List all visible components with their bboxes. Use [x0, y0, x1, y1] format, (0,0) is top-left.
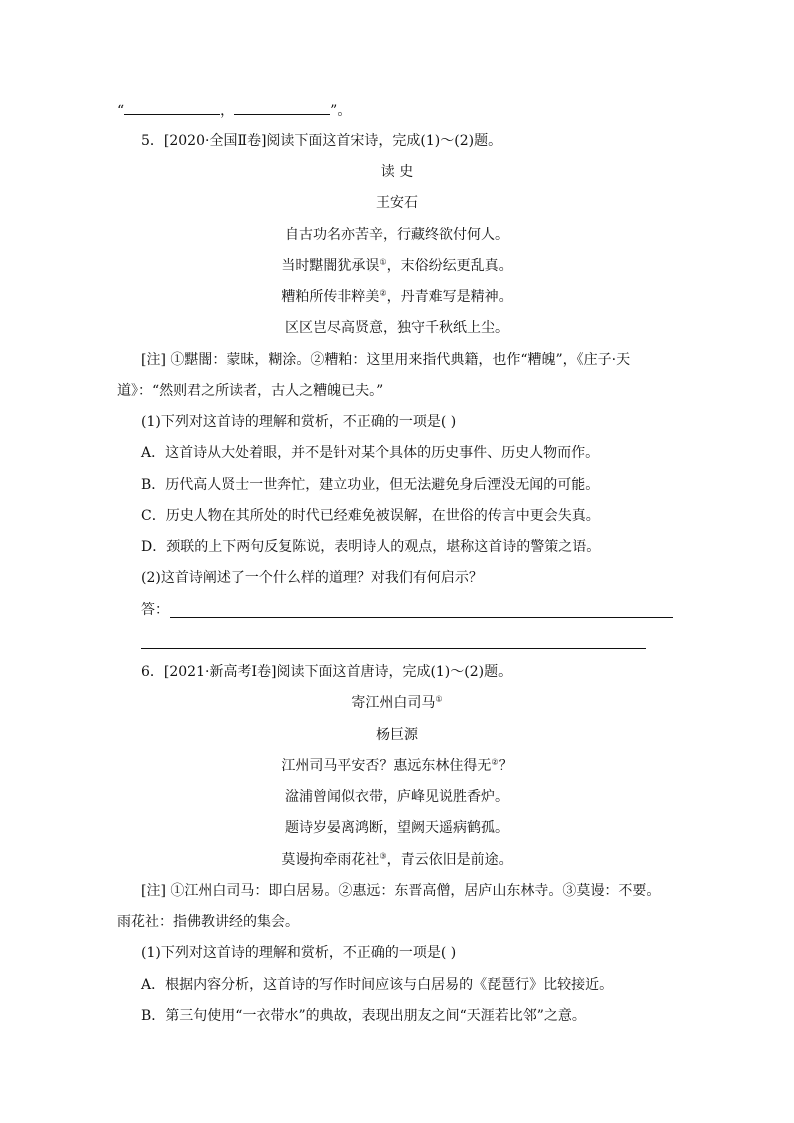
footnote-marker: ② — [379, 288, 387, 298]
q6-poem-line: 莫谩拘牵雨花社③，青云依旧是前途。 — [281, 851, 513, 868]
q5-poem-line: 区区岂尽高贤意，独守千秋纸上尘。 — [285, 320, 509, 336]
footnote-marker: ① — [435, 694, 443, 704]
footnote-marker: ③ — [379, 851, 387, 861]
q6-option-b[interactable]: B．第三句使用“一衣带水”的典故，表现出朋友之间“天涯若比邻”之意。 — [141, 1008, 586, 1024]
q5-poem-line: 当时黮闇犹承误①，末俗纷纭更乱真。 — [281, 257, 513, 274]
q6-poem-title: 寄江州白司马① — [351, 694, 443, 711]
q5-option-b[interactable]: B．历代高人贤士一世奔忙，建立功业，但无法避免身后湮没无闻的可能。 — [141, 477, 600, 493]
q6-poem-line: 江州司马平安否？惠远东林住得无②？ — [281, 757, 513, 774]
q5-sub-question-2: (2)这首诗阐述了一个什么样的道理？对我们有何启示？ — [141, 570, 483, 586]
q6-note: [注] ①江州白司马：即白居易。②惠远：东晋高僧，居庐山东林寺。③莫谩：不要。 — [141, 883, 661, 899]
comma: ， — [220, 103, 235, 119]
q6-poem-author: 杨巨源 — [376, 727, 418, 743]
q5-poem-title: 读 史 — [380, 164, 414, 180]
q6-option-a[interactable]: A．根据内容分析，这首诗的写作时间应该与白居易的《琵琶行》比较接近。 — [141, 977, 614, 993]
q5-poem-line: 糟粕所传非粹美②，丹青难写是精神。 — [281, 288, 513, 305]
q5-poem-author: 王安石 — [376, 195, 418, 211]
answer-line-2[interactable] — [141, 648, 646, 649]
q6-stem: 6．[2021·新高考Ⅰ卷]阅读下面这首唐诗，完成(1)～(2)题。 — [141, 664, 513, 680]
q6-poem-line: 题诗岁晏离鸿断，望阙天遥病鹤孤。 — [285, 820, 509, 836]
answer-line-1[interactable] — [170, 617, 673, 618]
q4-blank-line — [117, 100, 351, 121]
answer-blank-2[interactable] — [234, 100, 330, 115]
q5-option-d[interactable]: D．颈联的上下两句反复陈说，表明诗人的观点，堪称这首诗的警策之语。 — [141, 539, 601, 555]
q5-stem: 5．[2020·全国Ⅱ卷]阅读下面这首宋诗，完成(1)～(2)题。 — [141, 133, 503, 149]
footnote-marker: ① — [379, 257, 387, 267]
open-quote: “ — [117, 103, 125, 119]
q5-note-cont: 道》：“然则君之所读者，古人之糟魄已夫。” — [117, 383, 384, 399]
q5-note: [注] ①黮闇：蒙昧，糊涂。②糟粕：这里用来指代典籍，也作“糟魄”，《庄子·天 — [141, 352, 631, 368]
q5-option-c[interactable]: C．历史人物在其所处的时代已经难免被误解，在世俗的传言中更会失真。 — [141, 508, 600, 524]
q5-sub-question-1: (1)下列对这首诗的理解和赏析，不正确的一项是( ) — [141, 414, 457, 430]
q5-answer-label: 答： — [141, 602, 169, 618]
q5-poem-line: 自古功名亦苦辛，行藏终欲付何人。 — [285, 227, 509, 243]
q6-poem-line: 湓浦曾闻似衣带，庐峰见说胜香炉。 — [285, 789, 509, 805]
footnote-marker: ② — [491, 757, 499, 767]
q5-option-a[interactable]: A．这首诗从大处着眼，并不是针对某个具体的历史事件、历史人物而作。 — [141, 445, 600, 461]
answer-blank-1[interactable] — [124, 100, 220, 115]
close-quote: ”。 — [330, 103, 352, 119]
q6-sub-question-1: (1)下列对这首诗的理解和赏析，不正确的一项是( ) — [141, 945, 457, 961]
q6-note-cont: 雨花社：指佛教讲经的集会。 — [117, 914, 299, 930]
